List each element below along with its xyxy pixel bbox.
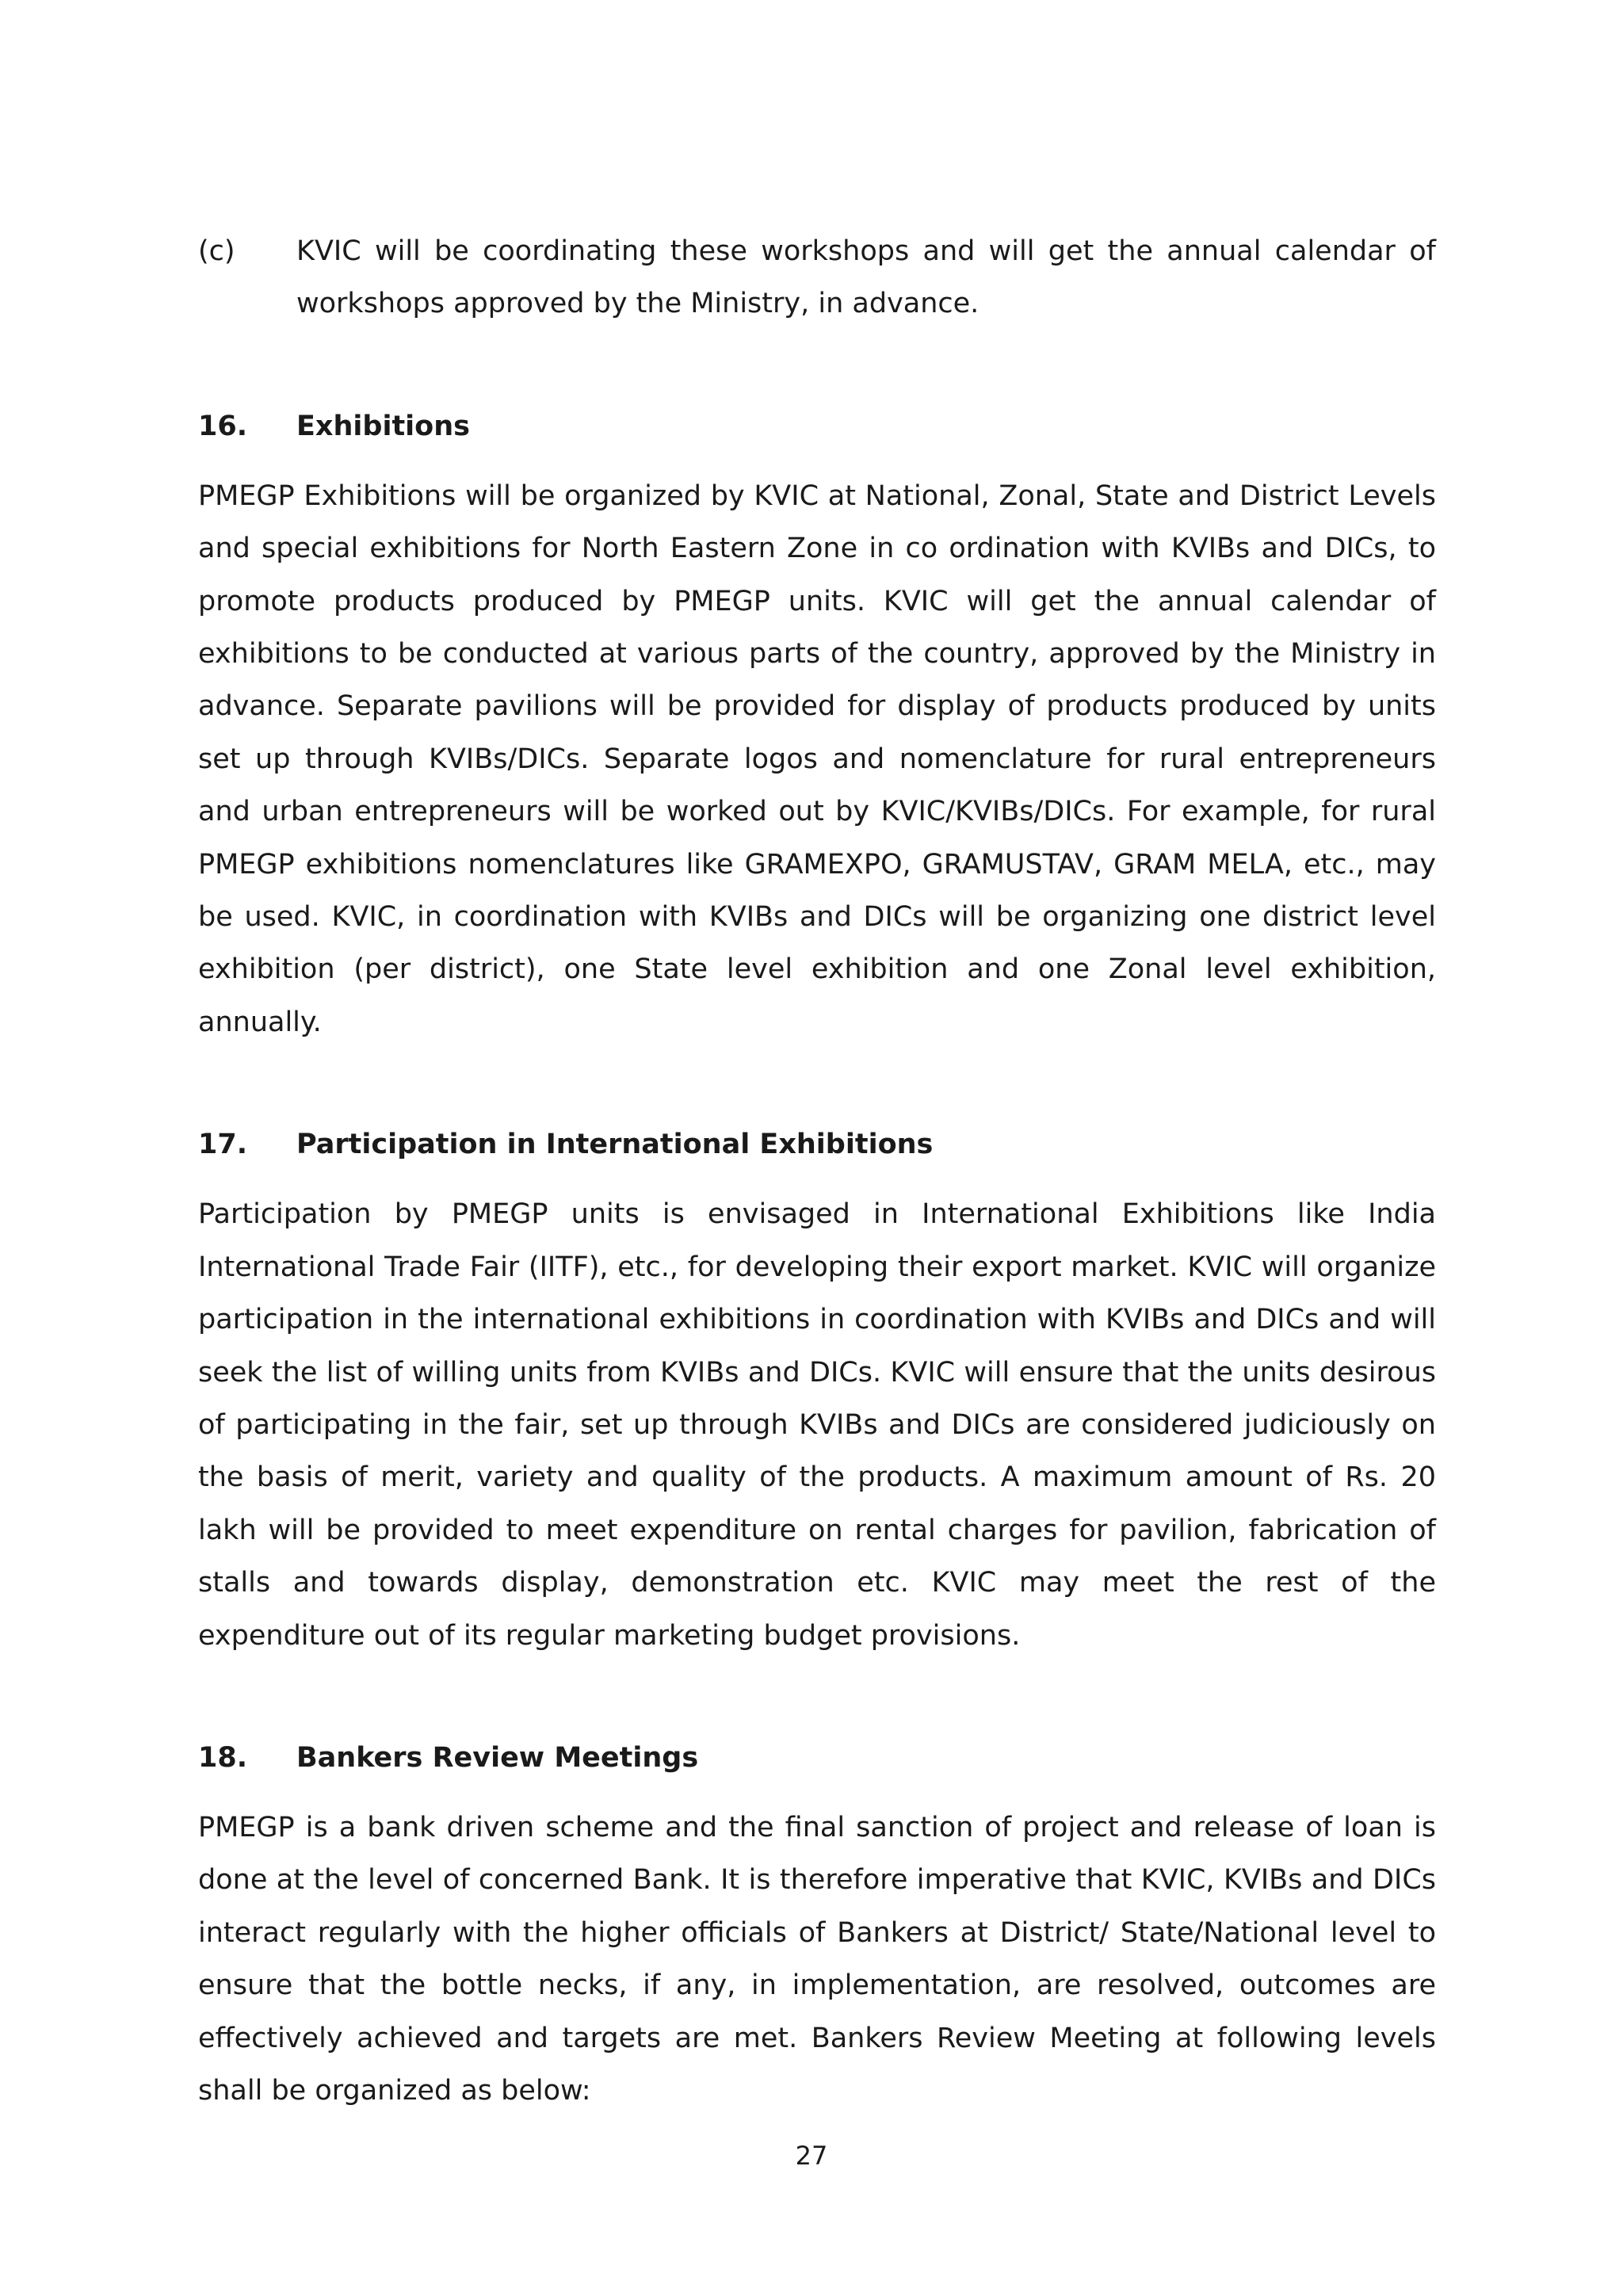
sub-item-text: KVIC will be coordinating these workshops and will get the annual calendar of workshops approved by the Ministry, in advance. [296, 235, 1436, 320]
section-title: Bankers Review Meetings [296, 1741, 699, 1774]
section-title: Participation in International Exhibitions [296, 1129, 934, 1161]
section-body: PMEGP is a bank driven scheme and the final sanction of project and release of loan is done at the level of concerned Bank. It is therefore imperative that KVIC, KVIBs and DICs interact regularly with the higher officials of Bankers at District/ State/National level to ensure that the bottle necks, if any, in implementation, are resolved, outcomes are effectively achieved and targets are met. Bankers Review Meeting at following levels shall be organized as below: [198, 1811, 1436, 2107]
section-heading [198, 1118, 1436, 1171]
section-international-exhibitions [198, 1118, 1436, 1662]
section-number: 18. [198, 1741, 248, 1774]
section-title: Exhibitions [296, 410, 470, 442]
section-heading [198, 1732, 1436, 1784]
sub-item-c [198, 225, 1436, 330]
page-content [198, 225, 1436, 2117]
section-exhibitions [198, 400, 1436, 1049]
section-heading [198, 400, 1436, 453]
sub-item-label: (c) [198, 235, 235, 267]
section-number: 16. [198, 410, 248, 442]
section-bankers-review-meetings [198, 1732, 1436, 2117]
section-number: 17. [198, 1129, 248, 1161]
section-body: Participation by PMEGP units is envisaged in International Exhibitions like India International Trade Fair (IITF), etc., for developing their export market. KVIC will organize participation in the international exhibitions in coordination with KVIBs and DICs and will seek the list of willing units from KVIBs and DICs. KVIC will ensure that the units desirous of participating in the fair, set up through KVIBs and DICs are considered judiciously on the basis of merit, variety and quality of the products. A maximum amount of Rs. 20 lakh will be provided to meet expenditure on rental charges for pavilion, fabrication of stalls and towards display, demonstration etc. KVIC may meet the rest of the expenditure out of its regular marketing budget provisions. [198, 1198, 1436, 1652]
page-number: 27 [795, 2141, 828, 2171]
section-body: PMEGP Exhibitions will be organized by KVIC at National, Zonal, State and District Levels and special exhibitions for North Eastern Zone in co ordination with KVIBs and DICs, to promote products produced by PMEGP units. KVIC will get the annual calendar of exhibitions to be conducted at various parts of the country, approved by the Ministry in advance. Separate pavilions will be provided for display of products produced by units set up through KVIBs/DICs. Separate logos and nomenclature for rural entrepreneurs and urban entrepreneurs will be worked out by KVIC/KVIBs/DICs. For example, for rural PMEGP exhibitions nomenclatures like GRAMEXPO, GRAMUSTAV, GRAM MELA, etc., may be used. KVIC, in coordination with KVIBs and DICs will be organizing one district level exhibition (per district), one State level exhibition and one Zonal level exhibition, annually. [198, 479, 1436, 1038]
